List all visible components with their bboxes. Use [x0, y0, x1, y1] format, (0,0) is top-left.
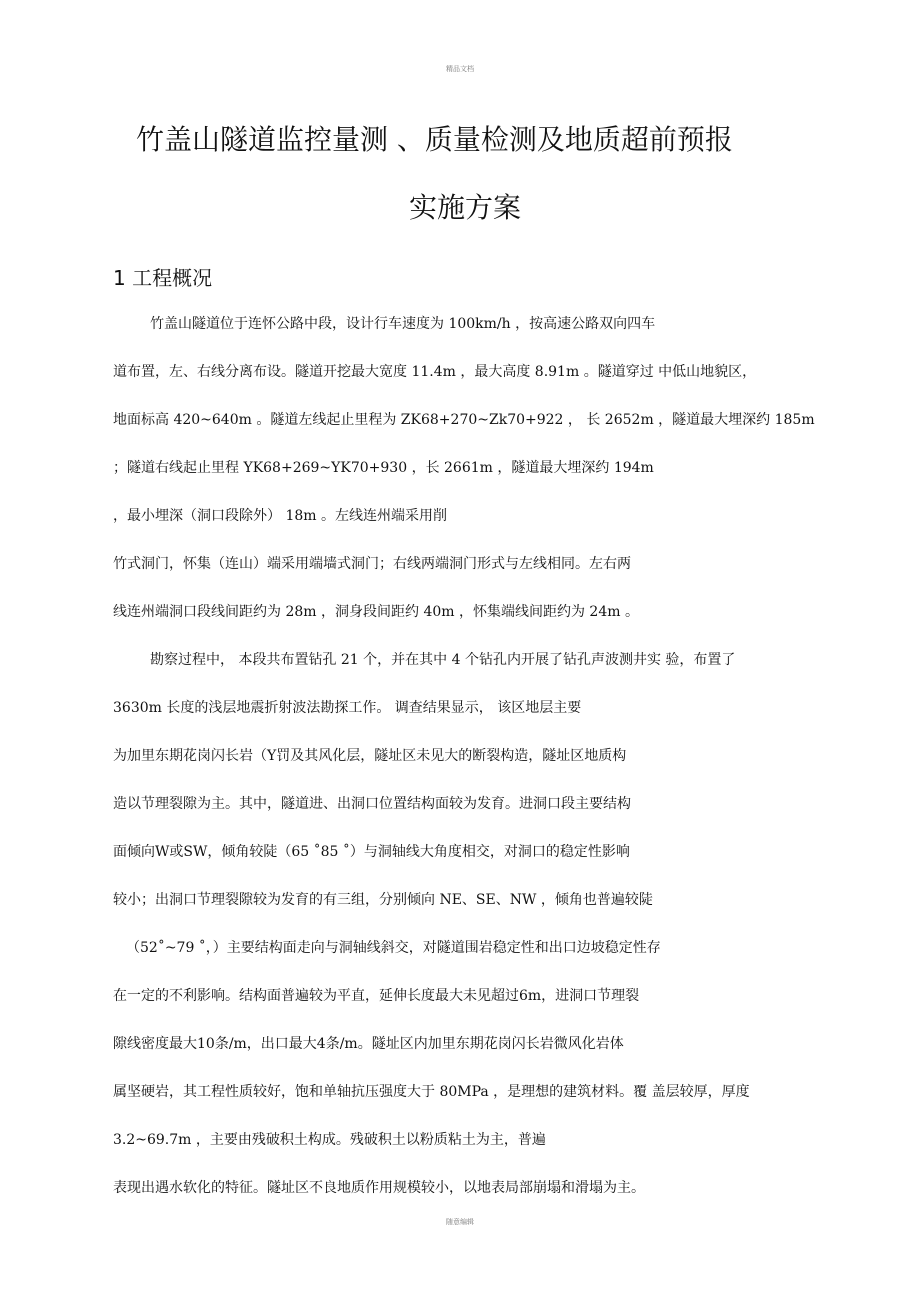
document-title-line-2: 实施方案 [409, 191, 522, 224]
footer-watermark: 随意编辑 [446, 1218, 474, 1226]
paragraph-2-line: 面倾向W或SW，倾角较陡（65 ˚85 ˚）与洞轴线大角度相交，对洞口的稳定性影响 [113, 844, 630, 860]
paragraph-1-line: 地面标高 420~640m 。隧道左线起止里程为 ZK68+270~Zk70+922 ， 长 2652m ，隧道最大埋深约 185m [113, 412, 815, 428]
paragraph-2-line: （52˚~79 ˚，）主要结构面走向与洞轴线斜交，对隧道围岩稳定性和出口边坡稳定性存 [126, 940, 661, 956]
paragraph-1-line: 道布置，左、右线分离布设。隧道开挖最大宽度 11.4m ，最大高度 8.91m 。隧道穿过 中低山地貌区， [113, 364, 757, 380]
paragraph-2-line: 隙线密度最大10条/m，出口最大4条/m。隧址区内加里东期花岗闪长岩微风化岩体 [113, 1036, 624, 1052]
paragraph-2-line: 3.2~69.7m ，主要由残破积土构成。残破积土以粉质粘土为主，普遍 [113, 1132, 546, 1148]
header-watermark: 精品文档 [446, 65, 474, 73]
paragraph-2-line: 属坚硬岩，其工程性质较好，饱和单轴抗压强度大于 80MPa ，是理想的建筑材料。覆 盖层较厚，厚度 [113, 1084, 750, 1100]
document-title-line-1: 竹盖山隧道监控量测 、质量检测及地质超前预报 [136, 123, 733, 156]
section-heading: 1 工程概况 [113, 266, 213, 290]
paragraph-2-line: 表现出遇水软化的特征。隧址区不良地质作用规模较小，以地表局部崩塌和滑塌为主。 [113, 1180, 645, 1196]
paragraph-1-line: ，最小埋深（洞口段除外） 18m 。左线连州端采用削 [113, 508, 447, 524]
paragraph-2-line: 较小；出洞口节理裂隙较为发育的有三组，分别倾向 NE、SE、NW ，倾角也普遍较陡 [113, 892, 653, 908]
paragraph-2-line: 3630m 长度的浅层地震折射波法勘探工作。 调查结果显示， 该区地层主要 [113, 700, 582, 716]
paragraph-1-line: ；隧道右线起止里程 YK68+269~YK70+930 ，长 2661m ，隧道最大埋深约 194m [113, 460, 654, 476]
paragraph-1-line: 线连州端洞口段线间距约为 28m ，洞身段间距约 40m ，怀集端线间距约为 24m 。 [113, 604, 639, 620]
paragraph-1-line: 竹式洞门，怀集（连山）端采用端墙式洞门；右线两端洞门形式与左线相同。左右两 [113, 556, 631, 572]
paragraph-2-line: 在一定的不利影响。结构面普遍较为平直，延伸长度最大未见超过6m，进洞口节理裂 [113, 988, 640, 1004]
paragraph-2-line: 为加里东期花岗闪长岩（Y罚及其风化层，隧址区未见大的断裂构造，隧址区地质构 [113, 748, 627, 764]
paragraph-1-line: 竹盖山隧道位于连怀公路中段，设计行车速度为 100km/h ，按高速公路双向四车 [150, 316, 656, 332]
paragraph-2-line: 勘察过程中， 本段共布置钻孔 21 个，并在其中 4 个钻孔内开展了钻孔声波测井实 验，布置了 [150, 652, 736, 668]
paragraph-2-line: 造以节理裂隙为主。其中，隧道进、出洞口位置结构面较为发育。进洞口段主要结构 [113, 796, 631, 812]
